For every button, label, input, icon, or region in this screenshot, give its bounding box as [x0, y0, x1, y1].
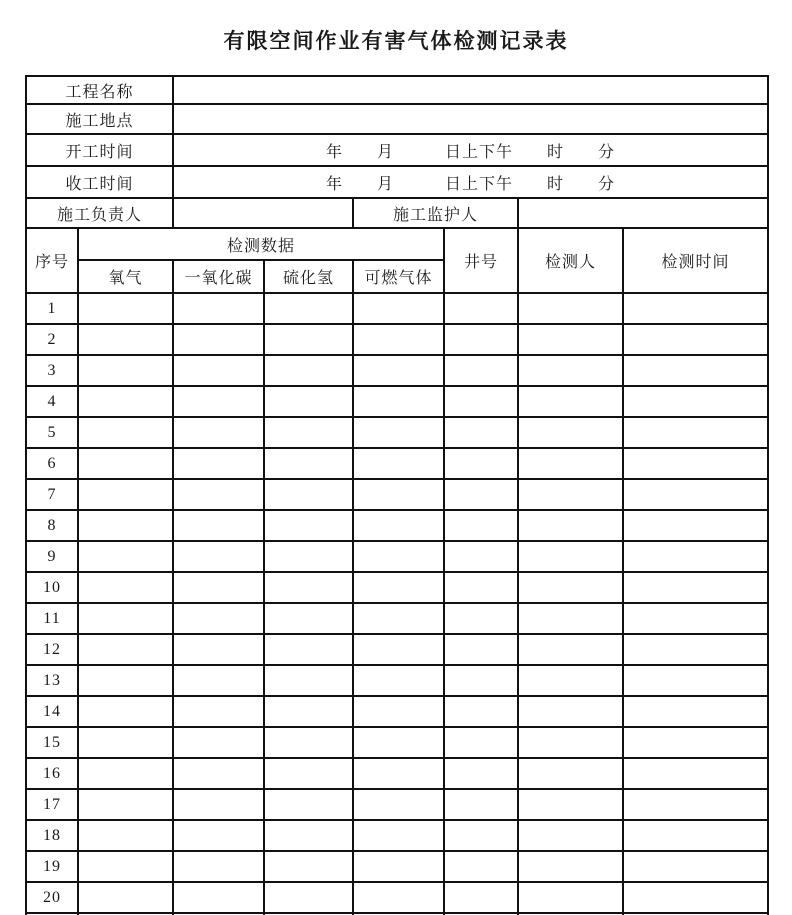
header-serial: 序号 [26, 228, 78, 293]
start-time-value: 年 月 日上下午 时 分 [173, 134, 768, 166]
combustible-gas-cell [353, 603, 444, 634]
oxygen-cell [78, 510, 173, 541]
header-row-top [26, 228, 768, 260]
well-no-cell [444, 417, 518, 448]
inspector-cell [518, 510, 623, 541]
row-number-cell: 5 [26, 417, 78, 448]
start-time-row [26, 134, 768, 166]
header-inspector: 检测人 [518, 228, 623, 293]
carbon-monoxide-cell [173, 665, 264, 696]
detection-time-cell [623, 634, 768, 665]
table-row [26, 758, 768, 789]
oxygen-cell [78, 572, 173, 603]
detection-time-cell [623, 293, 768, 324]
table-row [26, 417, 768, 448]
well-no-cell [444, 572, 518, 603]
inspector-cell [518, 727, 623, 758]
hydrogen-sulfide-cell [264, 851, 353, 882]
well-no-cell [444, 758, 518, 789]
row-number-cell: 14 [26, 696, 78, 727]
inspector-cell [518, 572, 623, 603]
oxygen-cell [78, 417, 173, 448]
detection-time-cell [623, 479, 768, 510]
detection-time-cell [623, 851, 768, 882]
hydrogen-sulfide-cell [264, 293, 353, 324]
well-no-cell [444, 355, 518, 386]
detection-time-cell [623, 665, 768, 696]
oxygen-cell [78, 603, 173, 634]
combustible-gas-cell [353, 820, 444, 851]
carbon-monoxide-cell [173, 479, 264, 510]
combustible-gas-cell [353, 882, 444, 913]
row-number-cell: 20 [26, 882, 78, 913]
well-no-cell [444, 479, 518, 510]
combustible-gas-cell [353, 448, 444, 479]
leader-label: 施工负责人 [26, 198, 173, 228]
location-value [173, 104, 768, 134]
carbon-monoxide-cell [173, 324, 264, 355]
combustible-gas-cell [353, 324, 444, 355]
inspector-cell [518, 665, 623, 696]
carbon-monoxide-cell [173, 541, 264, 572]
project-name-label: 工程名称 [26, 76, 173, 104]
table-row [26, 851, 768, 882]
well-no-cell [444, 541, 518, 572]
table-row [26, 572, 768, 603]
table-row [26, 727, 768, 758]
oxygen-cell [78, 355, 173, 386]
header-oxygen: 氧气 [78, 260, 173, 293]
well-no-cell [444, 665, 518, 696]
inspector-cell [518, 696, 623, 727]
inspector-cell [518, 758, 623, 789]
hydrogen-sulfide-cell [264, 386, 353, 417]
detection-time-cell [623, 758, 768, 789]
combustible-gas-cell [353, 727, 444, 758]
combustible-gas-cell [353, 479, 444, 510]
carbon-monoxide-cell [173, 882, 264, 913]
table-row [26, 293, 768, 324]
hydrogen-sulfide-cell [264, 541, 353, 572]
table-row [26, 820, 768, 851]
leader-value [173, 198, 353, 228]
inspector-cell [518, 634, 623, 665]
well-no-cell [444, 882, 518, 913]
well-no-cell [444, 448, 518, 479]
personnel-row [26, 198, 768, 228]
hydrogen-sulfide-cell [264, 789, 353, 820]
hydrogen-sulfide-cell [264, 758, 353, 789]
oxygen-cell [78, 448, 173, 479]
well-no-cell [444, 727, 518, 758]
carbon-monoxide-cell [173, 696, 264, 727]
guardian-label: 施工监护人 [353, 198, 518, 228]
combustible-gas-cell [353, 851, 444, 882]
carbon-monoxide-cell [173, 510, 264, 541]
inspector-cell [518, 820, 623, 851]
inspector-cell [518, 293, 623, 324]
row-number-cell: 12 [26, 634, 78, 665]
row-number-cell: 9 [26, 541, 78, 572]
header-hydrogen-sulfide: 硫化氢 [264, 260, 353, 293]
form-title: 有限空间作业有害气体检测记录表 [223, 29, 569, 53]
combustible-gas-cell [353, 386, 444, 417]
table-row [26, 789, 768, 820]
project-name-value [173, 76, 768, 104]
oxygen-cell [78, 479, 173, 510]
oxygen-cell [78, 634, 173, 665]
carbon-monoxide-cell [173, 820, 264, 851]
carbon-monoxide-cell [173, 386, 264, 417]
row-number-cell: 8 [26, 510, 78, 541]
row-number-cell: 17 [26, 789, 78, 820]
header-carbon-monoxide: 一氧化碳 [173, 260, 264, 293]
hydrogen-sulfide-cell [264, 417, 353, 448]
combustible-gas-cell [353, 355, 444, 386]
combustible-gas-cell [353, 634, 444, 665]
combustible-gas-cell [353, 696, 444, 727]
combustible-gas-cell [353, 293, 444, 324]
oxygen-cell [78, 665, 173, 696]
end-time-value: 年 月 日上下午 时 分 [173, 166, 768, 198]
guardian-value [518, 198, 768, 228]
detection-time-cell [623, 324, 768, 355]
row-number-cell: 11 [26, 603, 78, 634]
inspector-cell [518, 851, 623, 882]
hydrogen-sulfide-cell [264, 820, 353, 851]
header-combustible-gas: 可燃气体 [353, 260, 444, 293]
inspector-cell [518, 355, 623, 386]
combustible-gas-cell [353, 417, 444, 448]
well-no-cell [444, 603, 518, 634]
hydrogen-sulfide-cell [264, 572, 353, 603]
end-time-label: 收工时间 [26, 166, 173, 198]
inspector-cell [518, 386, 623, 417]
oxygen-cell [78, 696, 173, 727]
row-number-cell: 13 [26, 665, 78, 696]
location-row [26, 104, 768, 134]
well-no-cell [444, 324, 518, 355]
oxygen-cell [78, 727, 173, 758]
inspector-cell [518, 882, 623, 913]
well-no-cell [444, 386, 518, 417]
oxygen-cell [78, 324, 173, 355]
oxygen-cell [78, 882, 173, 913]
table-row [26, 448, 768, 479]
detection-time-cell [623, 417, 768, 448]
oxygen-cell [78, 758, 173, 789]
table-row [26, 324, 768, 355]
table-row [26, 355, 768, 386]
row-number-cell: 15 [26, 727, 78, 758]
table-row [26, 510, 768, 541]
row-number-cell: 19 [26, 851, 78, 882]
hydrogen-sulfide-cell [264, 665, 353, 696]
inspector-cell [518, 479, 623, 510]
detection-time-cell [623, 820, 768, 851]
carbon-monoxide-cell [173, 758, 264, 789]
hydrogen-sulfide-cell [264, 324, 353, 355]
hydrogen-sulfide-cell [264, 448, 353, 479]
carbon-monoxide-cell [173, 293, 264, 324]
detection-time-cell [623, 789, 768, 820]
combustible-gas-cell [353, 572, 444, 603]
row-number-cell: 18 [26, 820, 78, 851]
detection-time-cell [623, 603, 768, 634]
hydrogen-sulfide-cell [264, 696, 353, 727]
detection-time-cell [623, 882, 768, 913]
combustible-gas-cell [353, 541, 444, 572]
oxygen-cell [78, 851, 173, 882]
hydrogen-sulfide-cell [264, 479, 353, 510]
well-no-cell [444, 634, 518, 665]
row-number-cell: 2 [26, 324, 78, 355]
oxygen-cell [78, 820, 173, 851]
header-detection-data: 检测数据 [78, 228, 444, 260]
oxygen-cell [78, 789, 173, 820]
oxygen-cell [78, 293, 173, 324]
row-number-cell: 1 [26, 293, 78, 324]
carbon-monoxide-cell [173, 355, 264, 386]
row-number-cell: 6 [26, 448, 78, 479]
combustible-gas-cell [353, 789, 444, 820]
inspector-cell [518, 417, 623, 448]
detection-time-cell [623, 386, 768, 417]
carbon-monoxide-cell [173, 634, 264, 665]
detection-time-cell [623, 572, 768, 603]
table-row [26, 479, 768, 510]
row-number-cell: 3 [26, 355, 78, 386]
carbon-monoxide-cell [173, 727, 264, 758]
detection-time-cell [623, 448, 768, 479]
hydrogen-sulfide-cell [264, 727, 353, 758]
well-no-cell [444, 293, 518, 324]
gas-detection-record-table [25, 75, 769, 915]
inspector-cell [518, 448, 623, 479]
combustible-gas-cell [353, 758, 444, 789]
row-number-cell: 4 [26, 386, 78, 417]
hydrogen-sulfide-cell [264, 355, 353, 386]
project-name-row [26, 76, 768, 104]
table-row [26, 665, 768, 696]
location-label: 施工地点 [26, 104, 173, 134]
start-time-label: 开工时间 [26, 134, 173, 166]
combustible-gas-cell [353, 665, 444, 696]
well-no-cell [444, 789, 518, 820]
detection-time-cell [623, 696, 768, 727]
carbon-monoxide-cell [173, 448, 264, 479]
well-no-cell [444, 851, 518, 882]
carbon-monoxide-cell [173, 572, 264, 603]
detection-time-cell [623, 355, 768, 386]
carbon-monoxide-cell [173, 851, 264, 882]
hydrogen-sulfide-cell [264, 510, 353, 541]
inspector-cell [518, 324, 623, 355]
table-row [26, 541, 768, 572]
inspector-cell [518, 541, 623, 572]
carbon-monoxide-cell [173, 789, 264, 820]
end-time-row [26, 166, 768, 198]
table-row [26, 634, 768, 665]
detection-time-cell [623, 541, 768, 572]
row-number-cell: 16 [26, 758, 78, 789]
header-detection-time: 检测时间 [623, 228, 768, 293]
inspector-cell [518, 603, 623, 634]
inspector-cell [518, 789, 623, 820]
header-well-no: 井号 [444, 228, 518, 293]
carbon-monoxide-cell [173, 603, 264, 634]
well-no-cell [444, 696, 518, 727]
row-number-cell: 7 [26, 479, 78, 510]
oxygen-cell [78, 541, 173, 572]
hydrogen-sulfide-cell [264, 603, 353, 634]
table-row [26, 386, 768, 417]
detection-time-cell [623, 727, 768, 758]
table-row [26, 603, 768, 634]
hydrogen-sulfide-cell [264, 882, 353, 913]
detection-time-cell [623, 510, 768, 541]
well-no-cell [444, 820, 518, 851]
table-row [26, 882, 768, 913]
oxygen-cell [78, 386, 173, 417]
row-number-cell: 10 [26, 572, 78, 603]
hydrogen-sulfide-cell [264, 634, 353, 665]
carbon-monoxide-cell [173, 417, 264, 448]
well-no-cell [444, 510, 518, 541]
table-row [26, 696, 768, 727]
combustible-gas-cell [353, 510, 444, 541]
